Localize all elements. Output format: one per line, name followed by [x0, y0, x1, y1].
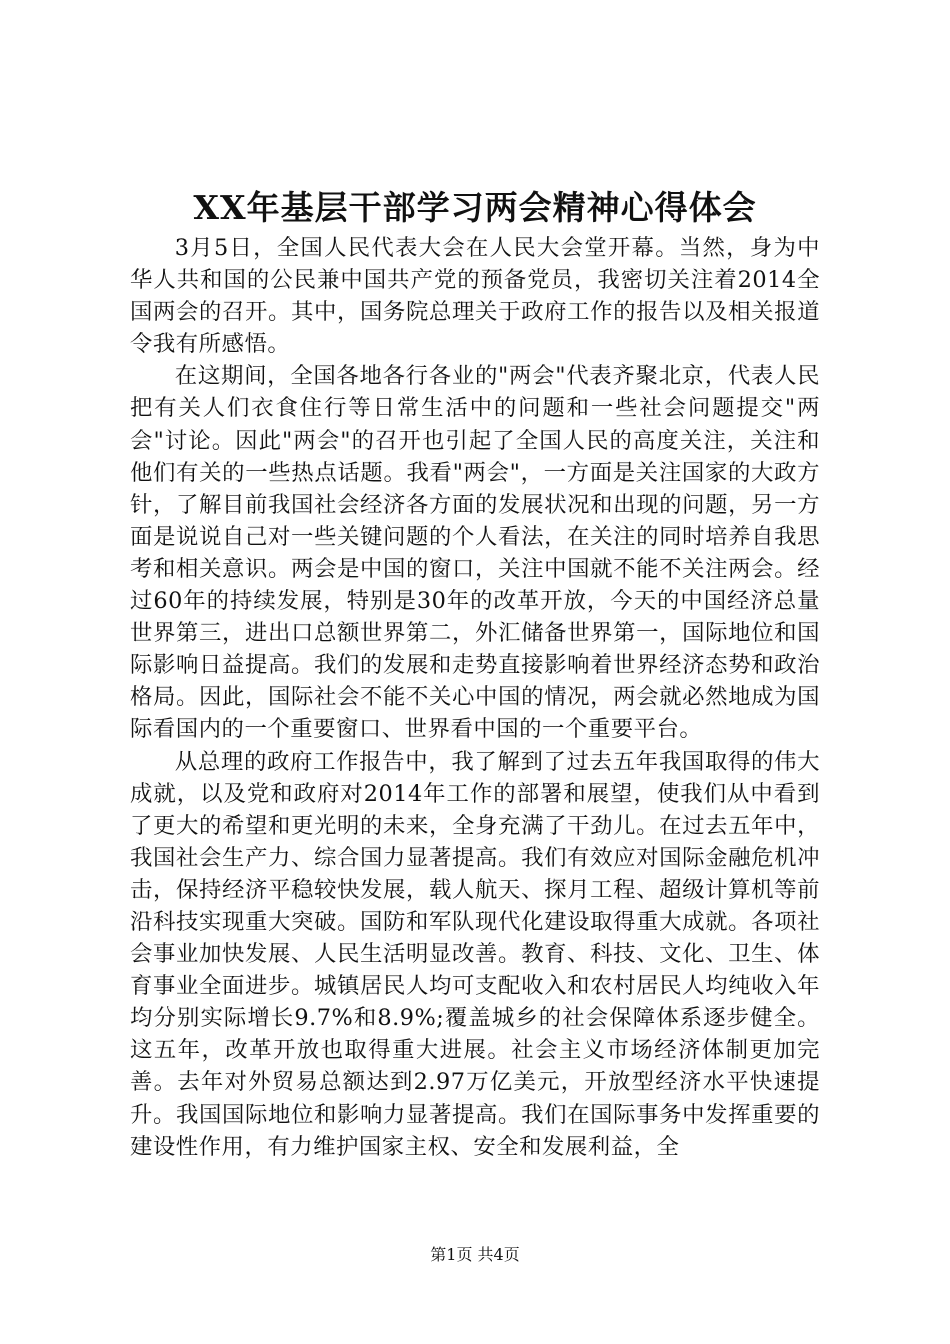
paragraph-1: 3月5日，全国人民代表大会在人民大会堂开幕。当然，身为中华人共和国的公民兼中国共产党的预备党员，我密切关注着2014全国两会的召开。其中，国务院总理关于政府工作的报告以及相关报道令我有所感悟。 — [130, 235, 820, 358]
paragraph-3: 从总理的政府工作报告中，我了解到了过去五年我国取得的伟大成就，以及党和政府对2014年工作的部署和展望，使我们从中看到了更大的希望和更光明的未来，全身充满了干劲儿。在过去五年中，我国社会生产力、综合国力显著提高。我们有效应对国际金融危机冲击，保持经济平稳较快发展，载人航天、探月工程、超级计算机等前沿科技实现重大突破。国防和军队现代化建设取得重大成就。各项社会事业加快发展、人民生活明显改善。教育、科技、文化、卫生、体育事业全面进步。城镇居民人均可支配收入和农村居民人均纯收入年均分别实际增长9.7%和8.9%;覆盖城乡的社会保障体系逐步健全。这五年，改革开放也取得重大进展。社会主义市场经济体制更加完善。去年对外贸易总额达到2.97万亿美元，开放型经济水平快速提升。我国国际地位和影响力显著提高。我们在国际事务中发挥重要的建设性作用，有力维护国家主权、安全和发展利益，全 — [130, 748, 820, 1160]
paragraph-2: 在这期间，全国各地各行各业的"两会"代表齐聚北京，代表人民把有关人们衣食住行等日常生活中的问题和一些社会问题提交"两会"讨论。因此"两会"的召开也引起了全国人民的高度关注，关注和他们有关的一些热点话题。我看"两会"，一方面是关注国家的大政方针，了解目前我国社会经济各方面的发展状况和出现的问题，另一方面是说说自己对一些关键问题的个人看法，在关注的同时培养自我思考和相关意识。两会是中国的窗口，关注中国就不能不关注两会。经过60年的持续发展，特别是30年的改革开放，今天的中国经济总量世界第三，进出口总额世界第二，外汇储备世界第一，国际地位和国际影响日益提高。我们的发展和走势直接影响着世界经济态势和政治格局。因此，国际社会不能不关心中国的情况，两会就必然地成为国际看国内的一个重要窗口、世界看中国的一个重要平台。 — [130, 363, 820, 743]
page-number-footer: 第1页 共4页 — [430, 1245, 520, 1264]
document-title: XX年基层干部学习两会精神心得体会 — [193, 188, 757, 227]
document-body — [130, 232, 820, 1163]
